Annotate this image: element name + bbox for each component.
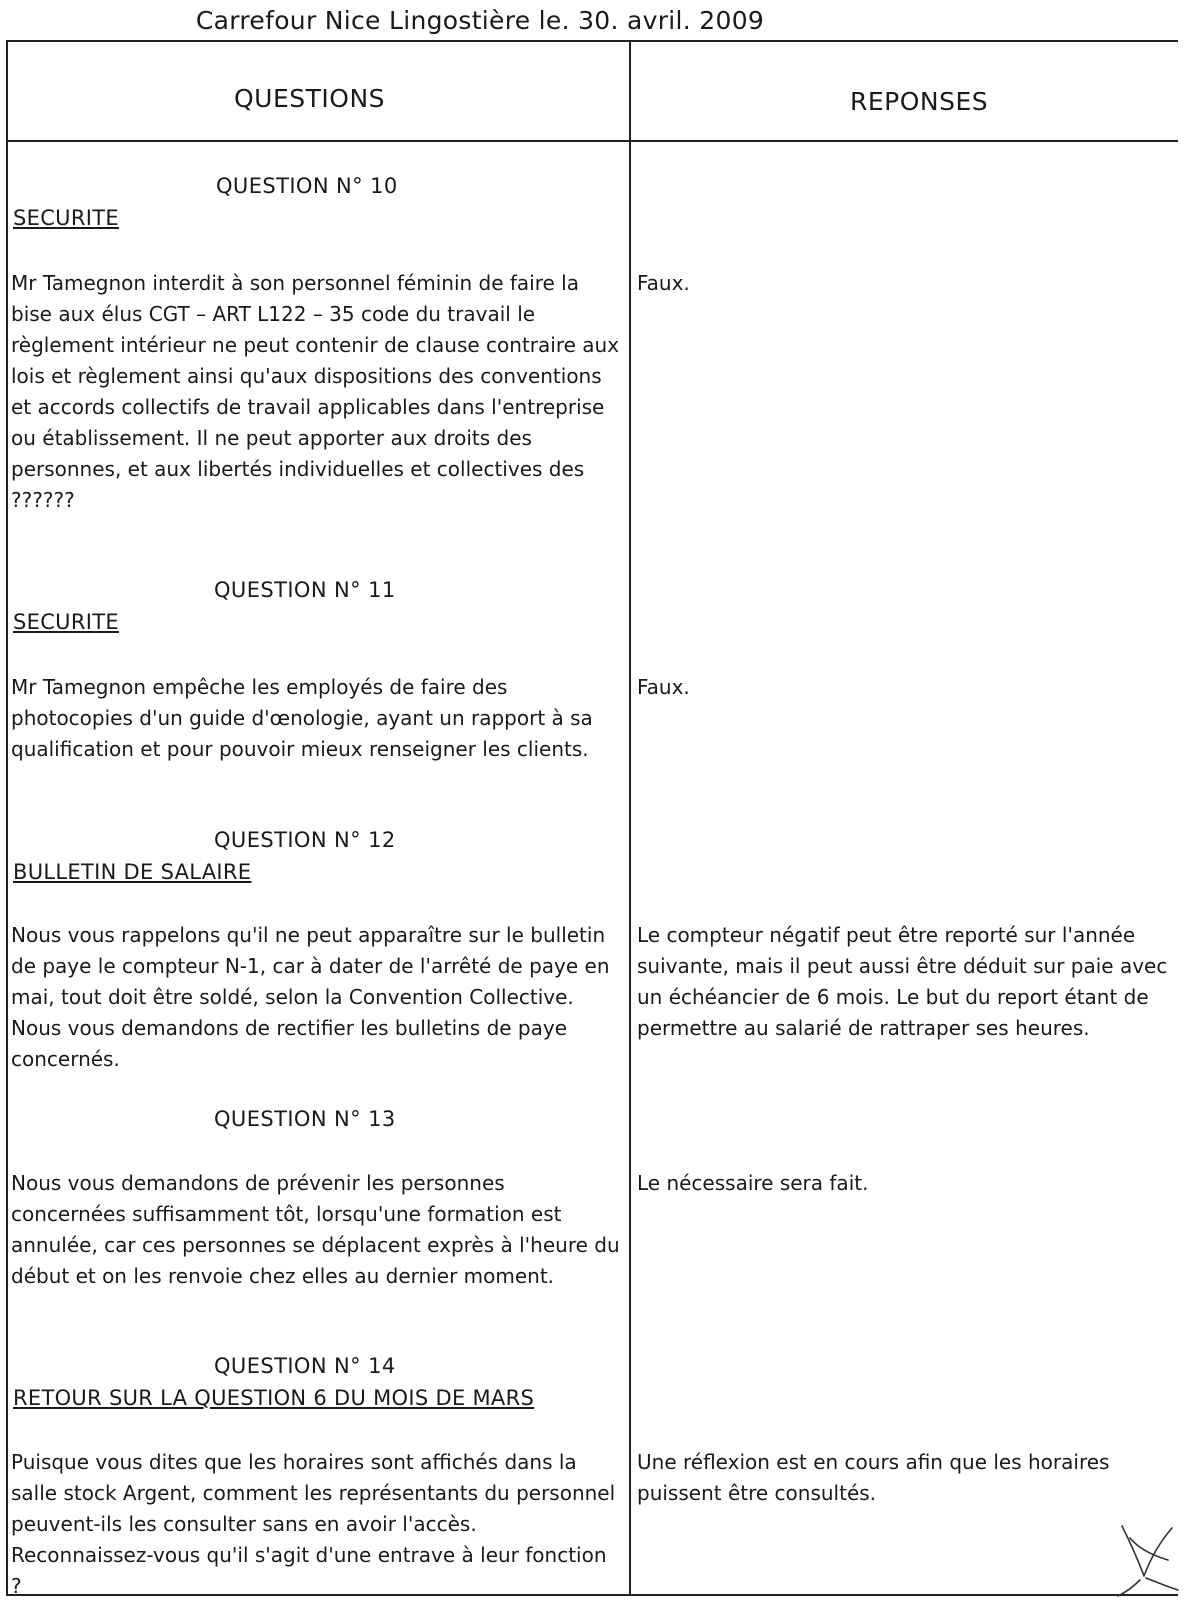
- column-header-reponses: REPONSES: [850, 87, 989, 116]
- question-title: QUESTION N° 12: [214, 828, 396, 852]
- question-body: Mr Tamegnon interdit à son personnel féminin de faire la bise aux élus CGT – ART L122 – 35 code du travail le règlement intérieur ne peut contenir de clause contraire aux lois et règlement ainsi qu'aux dispositions des conventions et accords collectifs de travail applicables dans l'entreprise ou établissement. Il ne peut apporter aux droits des personnes, et aux libertés individuelles et collectives des ??????: [11, 271, 620, 512]
- question-body: Nous vous demandons de prévenir les personnes concernées suffisamment tôt, lorsqu'une formation est annulée, car ces personnes se déplacent exprès à l'heure du début et on les renvoie chez elles au dernier moment.: [11, 1171, 620, 1288]
- question-body: Nous vous rappelons qu'il ne peut apparaître sur le bulletin de paye le compteur N-1, car à dater de l'arrêté de paye en mai, tout doit être soldé, selon la Convention Collective. Nous vous demandons de rectifier les bulletins de paye concernés.: [11, 923, 610, 1071]
- question-body: Puisque vous dites que les horaires sont affichés dans la salle stock Argent, comment les représentants du personnel peuvent-ils les consulter sans en avoir l'accès. Reconnaissez-vous qu'il s'agit d'une entrave à leur fonction ?: [11, 1450, 616, 1598]
- question-subject: SECURITE: [13, 610, 119, 634]
- column-header-questions: QUESTIONS: [234, 84, 386, 113]
- handwritten-initials: [1110, 1520, 1180, 1598]
- question-title: QUESTION N° 11: [214, 578, 396, 602]
- column-divider: [629, 42, 631, 1596]
- answer-text: Faux.: [637, 675, 690, 699]
- question-title: QUESTION N° 10: [216, 174, 398, 198]
- answer-text: Une réflexion est en cours afin que les horaires puissent être consultés.: [637, 1450, 1110, 1505]
- question-subject: RETOUR SUR LA QUESTION 6 DU MOIS DE MARS: [13, 1386, 535, 1410]
- answer-text: Faux.: [637, 271, 690, 295]
- document-header: Carrefour Nice Lingostière le. 30. avril. 2009: [195, 6, 765, 35]
- question-subject: BULLETIN DE SALAIRE: [13, 860, 252, 884]
- question-title: QUESTION N° 13: [214, 1107, 396, 1131]
- answer-text: Le nécessaire sera fait.: [637, 1171, 869, 1195]
- question-subject: SECURITE: [13, 206, 119, 230]
- answer-text: Le compteur négatif peut être reporté sur l'année suivante, mais il peut aussi être déduit sur paie avec un échéancier de 6 mois. Le but du report étant de permettre au salarié de rattraper ses heures.: [637, 923, 1168, 1040]
- question-title: QUESTION N° 14: [214, 1354, 396, 1378]
- header-divider: [6, 140, 1178, 142]
- question-body: Mr Tamegnon empêche les employés de faire des photocopies d'un guide d'œnologie, ayant un rapport à sa qualification et pour pouvoir mieux renseigner les clients.: [11, 675, 593, 761]
